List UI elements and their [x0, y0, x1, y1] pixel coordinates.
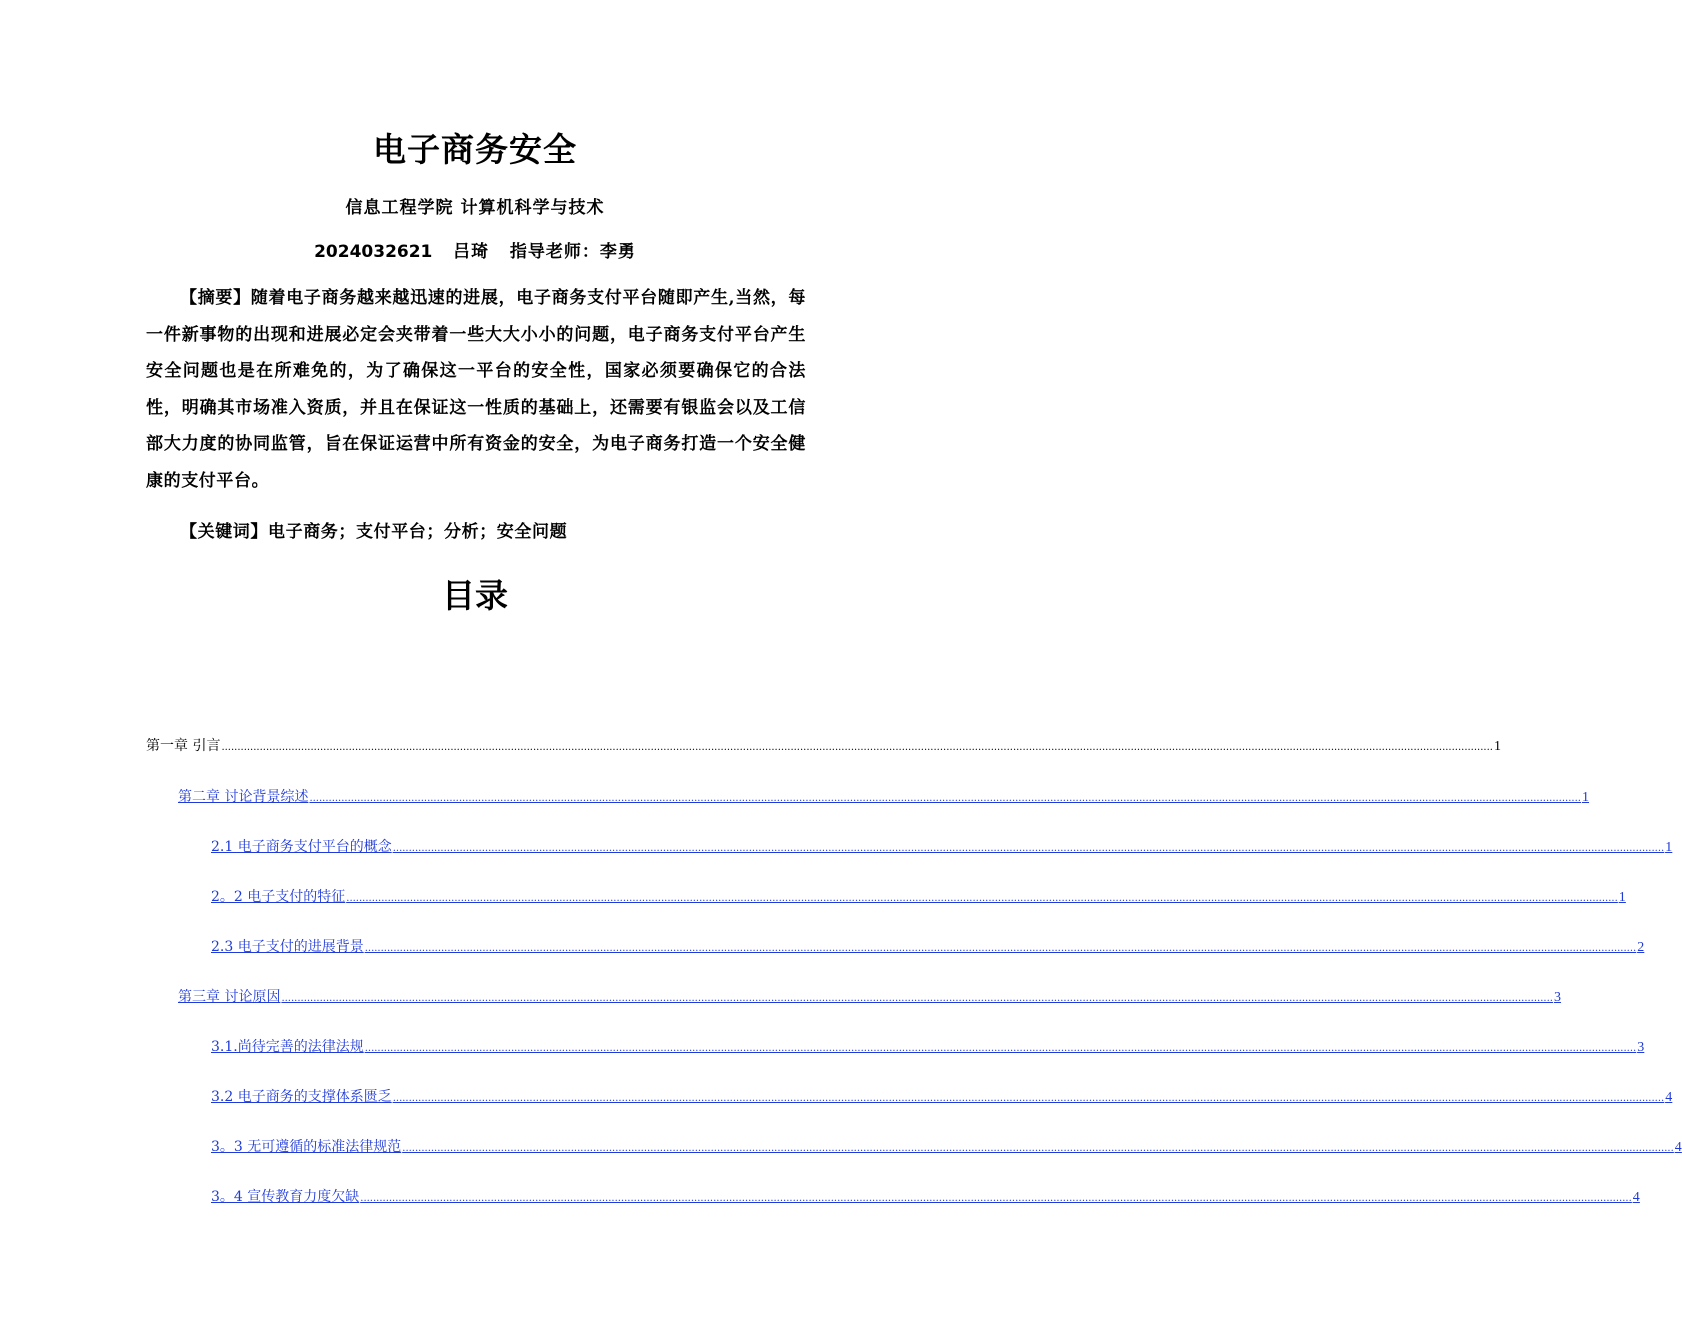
student-id: 2024032621 — [314, 242, 433, 262]
toc-leader-dots: ................................................................................................................................................................................................................................................................................................................................................................................................................ — [360, 1193, 1632, 1204]
toc-entry-section-3-1[interactable] — [211, 1037, 1645, 1059]
toc-entry-page: 1 — [1665, 840, 1673, 855]
toc-entry-page: 1 — [1581, 790, 1589, 805]
toc-entry-label: 2.1 电子商务支付平台的概念 — [211, 839, 392, 855]
toc-entry-page: 1 — [1493, 739, 1501, 754]
toc-leader-dots: ................................................................................................................................................................................................................................................................................................................................................................................................................ — [392, 843, 1665, 854]
toc-entry-label: 第二章 讨论背景综述 — [178, 789, 309, 805]
keywords-tag: 【关键词】 — [180, 522, 268, 542]
toc-leader-dots: ................................................................................................................................................................................................................................................................................................................................................................................................................ — [281, 993, 1553, 1004]
toc-entry-section-3-3[interactable] — [211, 1137, 1682, 1159]
toc-entry-section-2-2[interactable] — [211, 887, 1626, 909]
toc-entry-page: 4 — [1632, 1190, 1640, 1205]
toc-entry-label: 3.2 电子商务的支撑体系匮乏 — [211, 1089, 392, 1105]
toc-entry-section-2-1[interactable] — [211, 837, 1673, 859]
toc-entry-label: 3.1.尚待完善的法律法规 — [211, 1039, 364, 1055]
document-title: 电子商务安全 — [373, 130, 577, 169]
toc-entry-chapter-1[interactable] — [146, 736, 1501, 758]
toc-entry-chapter-3[interactable] — [178, 987, 1561, 1009]
toc-leader-dots: ................................................................................................................................................................................................................................................................................................................................................................................................................ — [392, 1093, 1665, 1104]
toc-entry-section-3-4[interactable] — [211, 1187, 1640, 1209]
keywords-text: 电子商务；支付平台；分析；安全问题 — [268, 522, 568, 542]
author-line — [0, 238, 950, 266]
toc-entry-label: 2.3 电子支付的进展背景 — [211, 939, 364, 955]
abstract-tag: 【摘要】 — [180, 288, 251, 308]
abstract-paragraph — [146, 280, 806, 499]
toc-leader-dots: ................................................................................................................................................................................................................................................................................................................................................................................................................ — [309, 793, 1581, 804]
toc-leader-dots: ................................................................................................................................................................................................................................................................................................................................................................................................................ — [364, 943, 1637, 954]
toc-leader-dots: ................................................................................................................................................................................................................................................................................................................................................................................................................ — [364, 1043, 1637, 1054]
abstract-text: 随着电子商务越来越迅速的进展，电子商务支付平台随即产生,当然，每一件新事物的出现和进展必定会夹带着一些大大小小的问题，电子商务支付平台产生安全问题也是在所难免的，为了确保这一平台的安全性，国家必须要确保它的合法性，明确其市场准入资质，并且在保证这一性质的基础上，还需要有银监会以及工信部大力度的协同监管，旨在保证运营中所有资金的安全，为电子商务打造一个安全健康的支付平台。 — [146, 288, 806, 491]
toc-entry-page: 3 — [1637, 1040, 1645, 1055]
toc-entry-label: 第三章 讨论原因 — [178, 989, 281, 1005]
toc-leader-dots: ................................................................................................................................................................................................................................................................................................................................................................................................................ — [346, 893, 1618, 904]
keywords-paragraph — [146, 516, 806, 548]
author-advisor: 吕琦 指导老师：李勇 — [432, 242, 636, 262]
toc-entry-label: 3。4 宣传教育力度欠缺 — [211, 1189, 360, 1205]
toc-entry-page: 1 — [1618, 890, 1626, 905]
document-subtitle: 信息工程学院 计算机科学与技术 — [345, 198, 605, 218]
toc-leader-dots: ................................................................................................................................................................................................................................................................................................................................................................................................................ — [221, 742, 1493, 753]
toc-entry-label: 第一章 引言 — [146, 738, 221, 754]
toc-entry-chapter-2[interactable] — [178, 787, 1589, 809]
toc-title: 目录 — [442, 576, 508, 615]
toc-leader-dots: ................................................................................................................................................................................................................................................................................................................................................................................................................ — [402, 1143, 1674, 1154]
toc-entry-page: 4 — [1665, 1090, 1673, 1105]
toc-entry-section-3-2[interactable] — [211, 1087, 1673, 1109]
toc-entry-label: 2。2 电子支付的特征 — [211, 889, 346, 905]
toc-entry-section-2-3[interactable] — [211, 937, 1645, 959]
toc-entry-page: 2 — [1637, 940, 1645, 955]
toc-entry-label: 3。3 无可遵循的标准法律规范 — [211, 1139, 402, 1155]
toc-entry-page: 3 — [1553, 990, 1561, 1005]
toc-entry-page: 4 — [1674, 1140, 1682, 1155]
